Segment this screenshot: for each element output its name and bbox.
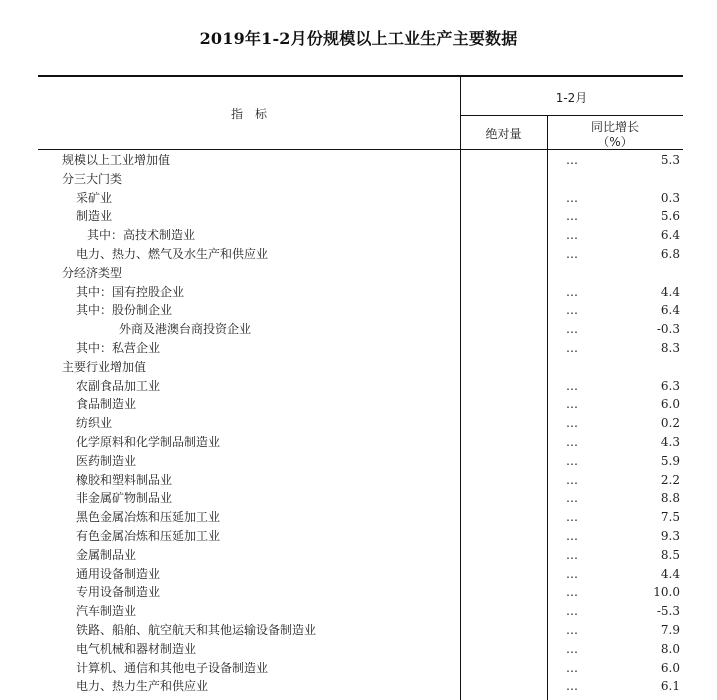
row-indicator: 电力、热力生产和供应业 <box>76 679 209 694</box>
row-indicator: 其中：高技术制造业 <box>87 228 196 243</box>
row-absolute-value: … <box>566 341 578 355</box>
page-title: 2019年1-2月份规模以上工业生产主要数据 <box>199 29 518 48</box>
row-absolute-value: … <box>566 510 578 525</box>
row-indicator: 采矿业 <box>76 190 113 205</box>
header-absolute: 绝对量 <box>485 127 522 141</box>
row-yoy-value: -0.3 <box>656 322 680 337</box>
header-yoy-unit: （%） <box>597 135 633 149</box>
row-indicator: 通用设备制造业 <box>76 566 161 581</box>
table-row <box>38 207 683 226</box>
row-yoy-value: 0.2 <box>660 416 680 431</box>
row-absolute-value: … <box>566 566 578 581</box>
row-absolute-value: … <box>566 604 578 619</box>
table-row <box>38 264 683 283</box>
row-yoy-value: 8.0 <box>660 641 680 656</box>
row-indicator: 有色金属冶炼和压延加工业 <box>76 529 221 543</box>
row-absolute-value: … <box>566 491 578 506</box>
table-row <box>38 395 683 414</box>
table-row <box>38 377 683 396</box>
row-yoy-value: 5.3 <box>660 153 680 167</box>
row-indicator: 黑色金属冶炼和压延加工业 <box>76 510 221 525</box>
table-row <box>38 339 683 358</box>
table-row <box>38 546 683 565</box>
row-yoy-value: 2.2 <box>660 472 680 487</box>
row-yoy-value: 8.5 <box>660 547 680 562</box>
row-absolute-value: … <box>566 416 578 431</box>
row-absolute-value: … <box>566 322 578 337</box>
row-yoy-value: 7.5 <box>660 510 680 525</box>
row-indicator: 电力、热力、燃气及水生产和供应业 <box>76 247 269 261</box>
table-row <box>38 226 683 245</box>
row-absolute-value: … <box>566 153 578 167</box>
row-indicator: 规模以上工业增加值 <box>62 153 171 167</box>
row-yoy-value: -5.3 <box>656 604 680 619</box>
row-yoy-value: 5.9 <box>660 453 680 468</box>
row-indicator: 主要行业增加值 <box>62 359 147 374</box>
header-indicator: 指 标 <box>230 107 267 121</box>
row-yoy-value: 6.4 <box>660 303 680 318</box>
header-period: 1-2月 <box>555 91 588 105</box>
table-row <box>38 245 683 264</box>
table-row <box>38 151 683 170</box>
row-indicator: 橡胶和塑料制品业 <box>76 472 173 487</box>
row-absolute-value: … <box>566 209 578 224</box>
table-row <box>38 527 683 546</box>
row-absolute-value: … <box>566 679 578 694</box>
row-indicator: 纺织业 <box>76 416 113 431</box>
row-yoy-value: 8.8 <box>660 491 680 506</box>
row-absolute-value: … <box>566 397 578 412</box>
row-absolute-value: … <box>566 641 578 656</box>
row-indicator: 其中：股份制企业 <box>76 303 173 318</box>
row-indicator: 医药制造业 <box>76 453 137 468</box>
table-row <box>38 471 683 490</box>
table-row <box>38 358 683 377</box>
row-yoy-value: 4.3 <box>660 435 680 449</box>
table-row <box>38 489 683 508</box>
table-row <box>38 414 683 433</box>
table-row <box>38 170 683 189</box>
table-row <box>38 583 683 602</box>
row-indicator: 铁路、船舶、航空航天和其他运输设备制造业 <box>76 623 317 637</box>
table-row <box>38 320 683 339</box>
row-yoy-value: 6.3 <box>660 378 680 393</box>
row-yoy-value: 6.8 <box>660 247 680 261</box>
row-absolute-value: … <box>566 190 578 205</box>
row-absolute-value: … <box>566 529 578 543</box>
row-indicator: 电气机械和器材制造业 <box>76 641 197 656</box>
row-yoy-value: 4.4 <box>660 284 680 299</box>
row-indicator: 专用设备制造业 <box>76 585 161 600</box>
table-row <box>38 677 683 696</box>
row-indicator: 外商及港澳台商投资企业 <box>119 322 252 337</box>
row-absolute-value: … <box>566 453 578 468</box>
row-indicator: 计算机、通信和其他电子设备制造业 <box>76 660 269 675</box>
header-yoy: 同比增长 <box>590 120 639 134</box>
row-indicator: 非金属矿物制品业 <box>76 491 173 506</box>
table-row <box>38 602 683 621</box>
row-yoy-value: 0.3 <box>660 190 680 205</box>
row-absolute-value: … <box>566 284 578 299</box>
row-yoy-value: 9.3 <box>660 529 680 543</box>
row-yoy-value: 4.4 <box>660 566 680 581</box>
row-absolute-value: … <box>566 660 578 675</box>
row-yoy-value: 6.1 <box>660 679 680 694</box>
table-row <box>38 189 683 208</box>
row-absolute-value: … <box>566 472 578 487</box>
row-absolute-value: … <box>566 585 578 600</box>
table-row <box>38 640 683 659</box>
table-row <box>38 659 683 678</box>
row-indicator: 金属制品业 <box>76 547 137 562</box>
row-yoy-value: 6.0 <box>660 397 680 412</box>
row-yoy-value: 6.4 <box>660 228 680 243</box>
table-row <box>38 301 683 320</box>
row-indicator: 制造业 <box>76 209 113 224</box>
row-absolute-value: … <box>566 547 578 562</box>
row-indicator: 其中：私营企业 <box>76 341 161 355</box>
row-yoy-value: 7.9 <box>660 623 680 637</box>
row-yoy-value: 6.0 <box>660 660 680 675</box>
row-indicator: 分三大门类 <box>62 171 123 186</box>
table-row <box>38 433 683 452</box>
row-absolute-value: … <box>566 623 578 637</box>
row-absolute-value: … <box>566 435 578 449</box>
table-row <box>38 621 683 640</box>
row-indicator: 其中：国有控股企业 <box>76 284 185 299</box>
table-row <box>38 508 683 527</box>
row-absolute-value: … <box>566 228 578 243</box>
row-yoy-value: 5.6 <box>660 209 680 224</box>
row-yoy-value: 8.3 <box>660 341 680 355</box>
row-absolute-value: … <box>566 378 578 393</box>
row-absolute-value: … <box>566 247 578 261</box>
row-indicator: 汽车制造业 <box>76 604 137 619</box>
table-top-rule <box>38 75 683 77</box>
table-row <box>38 565 683 584</box>
table-row <box>38 283 683 302</box>
row-indicator: 食品制造业 <box>76 397 137 412</box>
table-row <box>38 452 683 471</box>
header-divider <box>460 115 683 116</box>
row-indicator: 农副食品加工业 <box>76 378 161 393</box>
row-indicator: 化学原料和化学制品制造业 <box>76 435 221 449</box>
row-absolute-value: … <box>566 303 578 318</box>
row-yoy-value: 10.0 <box>653 585 680 600</box>
row-indicator: 分经济类型 <box>62 265 123 280</box>
